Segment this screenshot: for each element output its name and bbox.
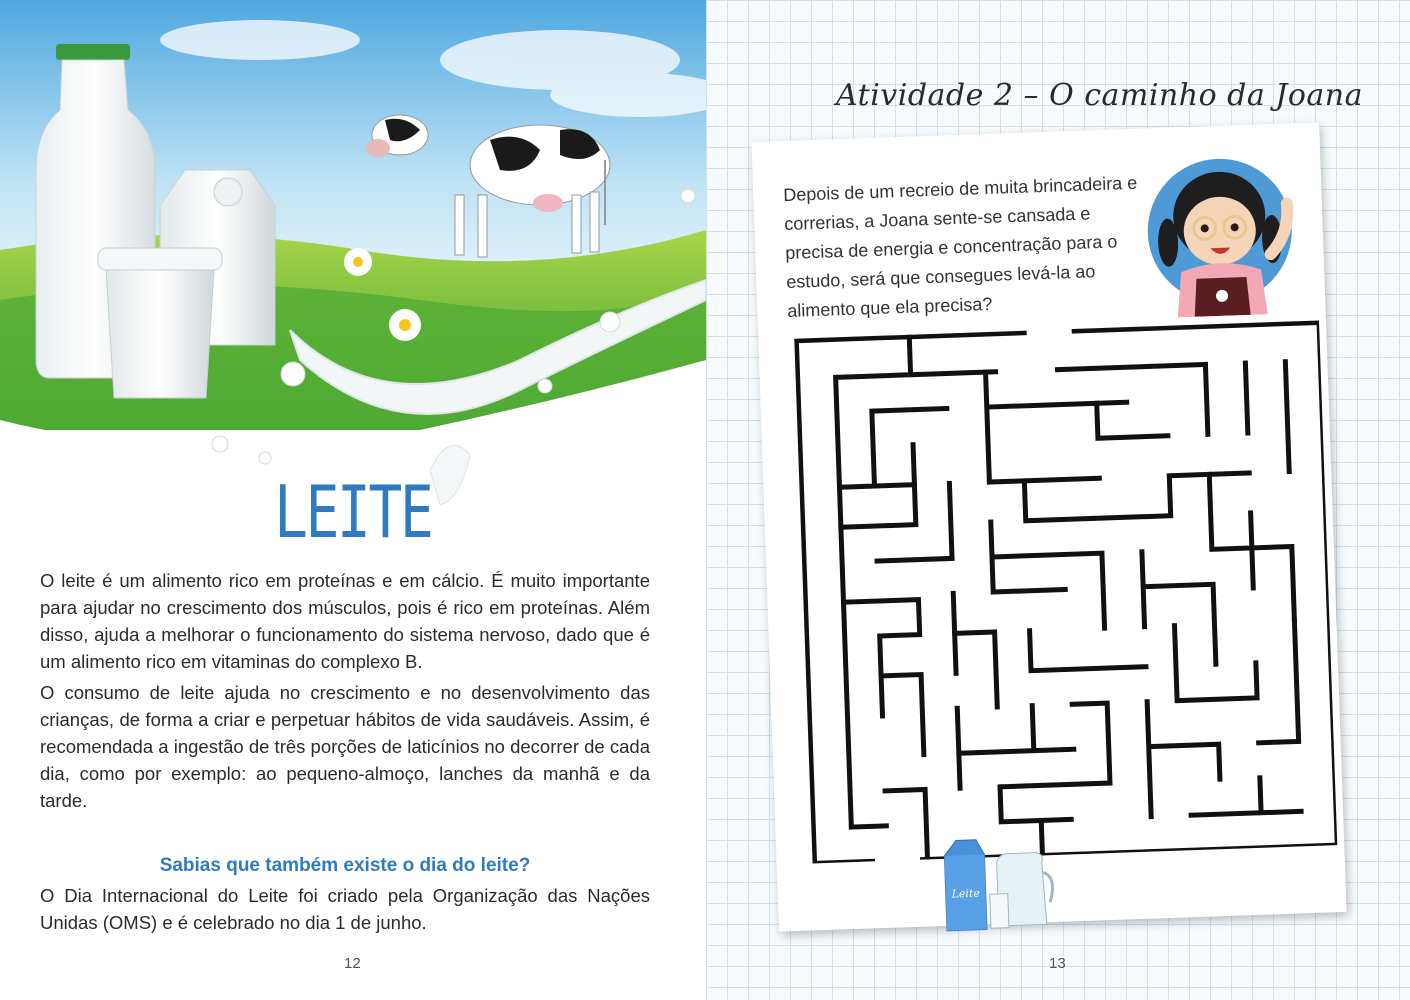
milk-cup xyxy=(98,248,222,398)
milk-carton-label: Leite xyxy=(951,886,981,901)
maze-card xyxy=(751,122,1346,931)
page-number-left: 12 xyxy=(344,955,361,972)
milk-farm-illustration xyxy=(0,0,706,520)
joana-character-illustration xyxy=(1137,143,1313,319)
paragraph-1: O leite é um alimento rico em proteínas e em cálcio. É muito importante para ajudar no crescimento dos músculos, pois é rico em proteínas. Além disso, ajuda a melhorar o funcionamento do sistema nervoso, dado que é um alimento rico em vitaminas do complexo B. xyxy=(40,570,650,672)
callout-text: O Dia Internacional do Leite foi criado pela Organização das Nações Unidas (OMS) e é celebrado no dia 1 de junho. xyxy=(40,885,650,933)
activity-instructions: Depois de um recreio de muita brincadeira e correrias, a Joana sente-se cansada e precisa de energia e concentração para o estudo, será que consegues levá-la ao alimento que ela precisa? xyxy=(782,172,1138,321)
body-text xyxy=(40,567,650,814)
page-title: LEITE xyxy=(274,470,432,554)
activity-title: Atividade 2 – O caminho da Joana xyxy=(836,78,1363,113)
milk-carton-and-jug-goal-icon xyxy=(936,832,1059,936)
page-number-right: 13 xyxy=(1049,955,1066,972)
callout-title: Sabias que também existe o dia do leite? xyxy=(159,855,531,876)
paragraph-2: O consumo de leite ajuda no crescimento e no desenvolvimento das crianças, de forma a criar e perpetuar hábitos de vida saudáveis. Assim, é recomendada a ingestão de três porções de laticínios no decorrer de cada dia, como por exemplo: ao pequeno-almoço, lanches da manhã e da tarde. xyxy=(40,682,650,811)
maze[interactable] xyxy=(794,320,1337,863)
